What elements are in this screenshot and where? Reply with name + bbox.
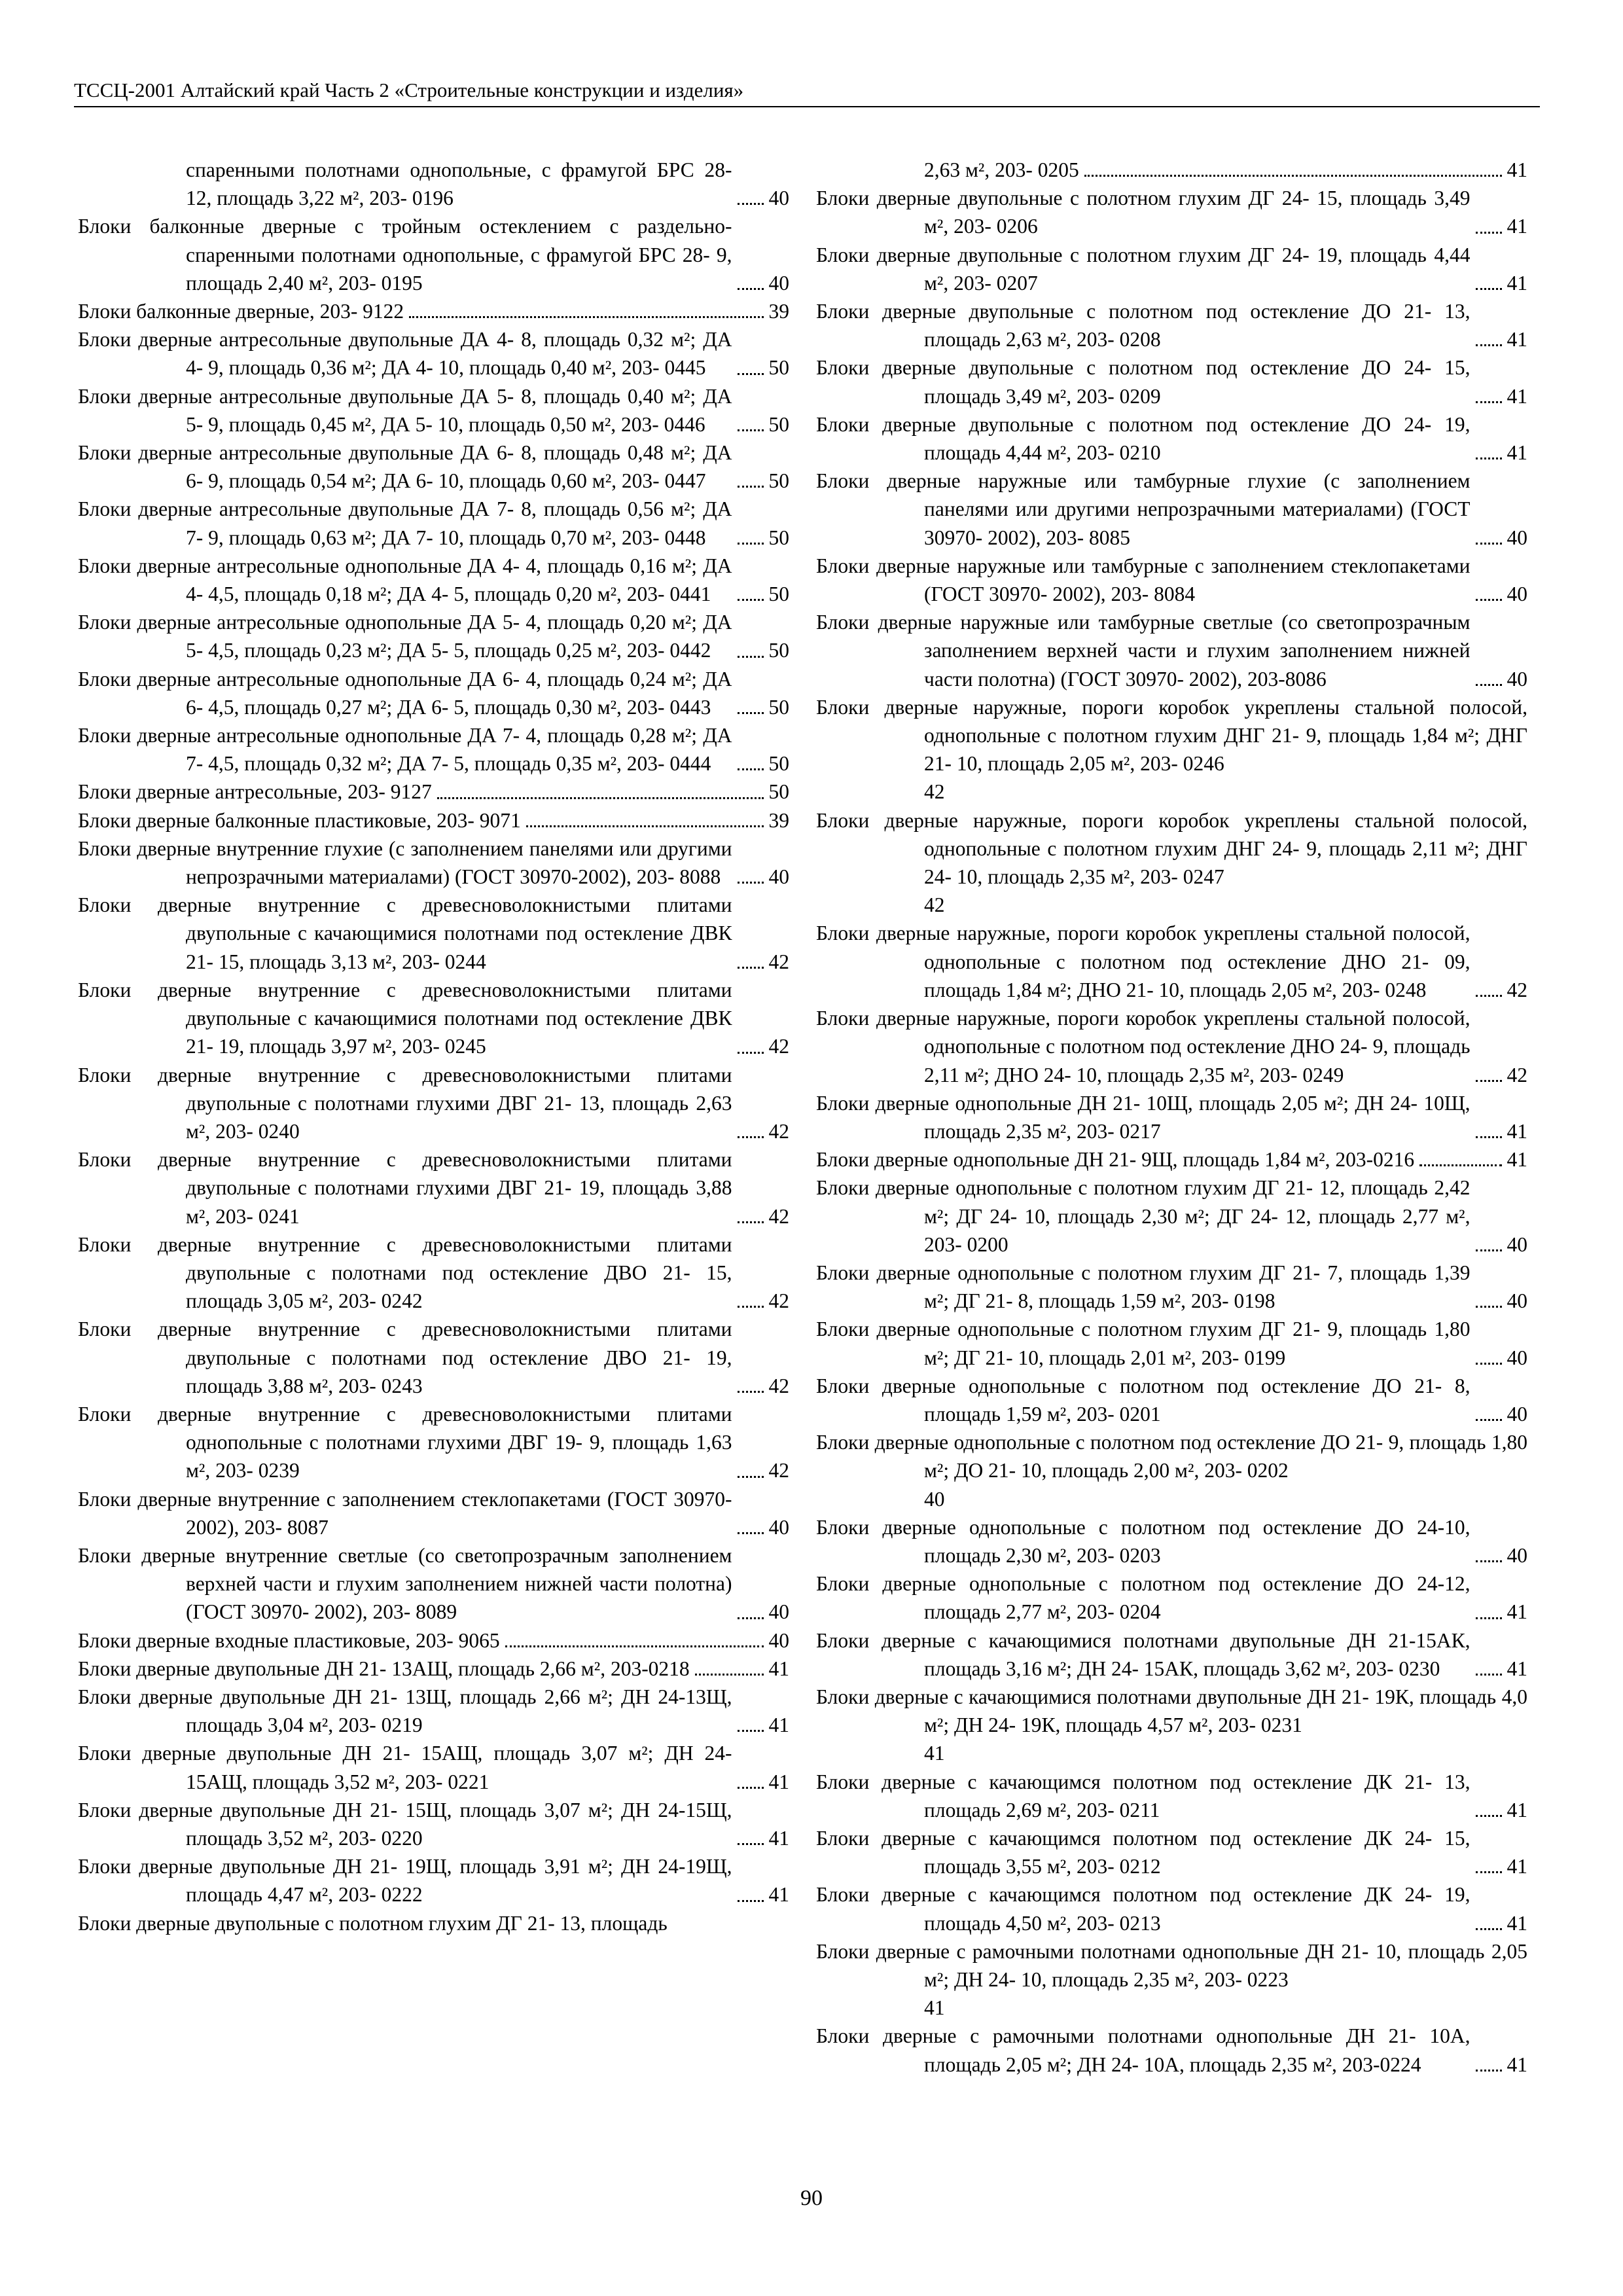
index-entry: [78, 1739, 789, 1795]
dot-leader: [738, 1900, 764, 1902]
dot-leader: [738, 486, 764, 488]
dot-leader: [738, 1391, 764, 1393]
index-entry: [816, 608, 1527, 693]
index-entry: [816, 919, 1527, 1004]
index-entry-page: 42: [924, 780, 945, 804]
dot-leader: [738, 768, 764, 770]
index-entry-page: 41: [1507, 1911, 1527, 1935]
index-entry: [78, 495, 789, 551]
index-entry: [816, 1937, 1527, 2022]
index-entry-text: Блоки дверные однопольные с полотном под остекление ДО 21- 8, площадь 1,59 м², 203- 0201: [816, 1374, 1471, 1426]
index-entry: [78, 1655, 789, 1683]
dot-leader: [1476, 1674, 1502, 1676]
dot-leader: [1476, 457, 1502, 459]
index-entry-page: 42: [768, 1035, 789, 1058]
dot-leader: [1476, 1306, 1502, 1308]
index-entry-page: 41: [768, 1657, 789, 1680]
index-entry-page: 42: [768, 1459, 789, 1482]
index-entry-page: 40: [1507, 1232, 1527, 1256]
index-entry: [816, 1683, 1527, 1768]
index-entry: [816, 467, 1527, 552]
index-entry-text: Блоки дверные наружные, пороги коробок укреплены стальной полосой, однопольные с полотном глухим ДНГ 24- 9, площадь 2,11 м²; ДНГ 24- 10, площадь 2,35 м², 203- 0247: [816, 808, 1527, 889]
index-entry-text: Блоки дверные антресольные двупольные ДА 7- 8, площадь 0,56 м²; ДА 7- 9, площадь 0,63 м²; ДА 7- 10, площадь 0,70 м², 203- 0448: [78, 497, 732, 549]
index-entry-page: 41: [1507, 1855, 1527, 1878]
index-entry-page: 39: [768, 808, 789, 832]
index-entry: [816, 297, 1527, 353]
index-entry-text: Блоки дверные однопольные с полотном под остекление ДО 24-12, площадь 2,77 м², 203- 0204: [816, 1572, 1471, 1624]
index-entry: [816, 1880, 1527, 1937]
index-entry-text: Блоки дверные двупольные с полотном глухим ДГ 24- 15, площадь 3,49 м², 203- 0206: [816, 187, 1471, 238]
dot-leader: [738, 1306, 764, 1308]
index-entry-text: Блоки дверные внутренние с древесноволокнистыми плитами двупольные с полотнами под остекление ДВО 21- 15, площадь 3,05 м², 203- 0242: [78, 1232, 732, 1313]
index-entry-text: Блоки дверные антресольные однопольные ДА 7- 4, площадь 0,28 м²; ДА 7- 4,5, площадь 0,32 м²; ДА 7- 5, площадь 0,35 м², 203- 0444: [78, 724, 732, 776]
index-entry: [78, 806, 789, 834]
index-entry-text: Блоки дверные двупольные ДН 21- 19Щ, площадь 3,91 м²; ДН 24-19Щ, площадь 4,47 м², 203- 0222: [78, 1855, 732, 1907]
dot-leader: [1476, 288, 1502, 290]
dot-leader: [1476, 232, 1502, 234]
index-entry: [78, 1230, 789, 1316]
index-entry-page: 40: [1507, 1402, 1527, 1426]
index-entry-text: 2,63 м², 203- 0205: [924, 158, 1079, 181]
index-entry: [816, 353, 1527, 410]
index-entry-page: 42: [768, 1289, 789, 1313]
index-entry-page: 41: [924, 1742, 945, 1765]
index-entry-page: 40: [1507, 667, 1527, 691]
index-entry: [78, 1683, 789, 1739]
index-entry-text: Блоки дверные внутренние с древесноволокнистыми плитами двупольные с полотнами под остекление ДВО 21- 19, площадь 3,88 м², 203- 0243: [78, 1318, 732, 1397]
index-entry-page: 41: [768, 1770, 789, 1793]
index-entry-page: 41: [1507, 1798, 1527, 1821]
index-entry-text: Блоки дверные наружные, пороги коробок укреплены стальной полосой, однопольные с полотном под остекление ДНО 24- 9, площадь 2,11 м²; ДНО 24- 10, площадь 2,35 м², 203- 0249: [816, 1007, 1471, 1086]
page-number: 90: [800, 2186, 823, 2210]
index-entry: [78, 325, 789, 382]
dot-leader: [1476, 1363, 1502, 1365]
dot-leader: [1476, 344, 1502, 346]
index-entry-page: 50: [768, 695, 789, 719]
index-entry-page: 40: [768, 187, 789, 210]
index-entry: [816, 552, 1527, 608]
dot-leader: [738, 1052, 764, 1054]
dot-leader: [738, 599, 764, 601]
index-entry-page: 40: [924, 1487, 945, 1511]
dot-leader: [738, 712, 764, 714]
index-entry-page: 42: [1507, 1063, 1527, 1086]
index-entry-page: 41: [1507, 2053, 1527, 2076]
dot-leader: [1476, 2070, 1502, 2072]
index-entry-text: Блоки дверные внутренние с заполнением стеклопакетами (ГОСТ 30970- 2002), 203- 8087: [78, 1487, 732, 1539]
index-entry: [816, 1513, 1527, 1570]
index-entry-page: 40: [768, 271, 789, 295]
index-entry-text: Блоки дверные внутренние с древесноволокнистыми плитами двупольные с качающимися полотнами под остекление ДВК 21- 15, площадь 3,13 м², 203- 0244: [78, 893, 732, 973]
dot-leader: [437, 797, 764, 799]
index-entry: [78, 1315, 789, 1400]
index-entry-text: Блоки дверные двупольные с полотном глухим ДГ 21- 13, площадь: [78, 1911, 668, 1935]
index-entry-text: Блоки дверные однопольные с полотном глухим ДГ 21- 7, площадь 1,39 м²; ДГ 21- 8, площадь 1,59 м², 203- 0198: [816, 1261, 1471, 1313]
dot-leader: [738, 656, 764, 658]
dot-leader: [409, 316, 763, 318]
index-entry-page: 41: [1507, 1657, 1527, 1680]
index-entry-page: 50: [768, 469, 789, 493]
index-entry-text: Блоки дверные внутренние с древесноволокнистыми плитами двупольные с качающимися полотнами под остекление ДВК 21- 19, площадь 3,97 м², 203- 0245: [78, 978, 732, 1058]
index-entry: [816, 410, 1527, 467]
index-entry: [78, 297, 789, 325]
index-entry-text: Блоки дверные антресольные двупольные ДА 4- 8, площадь 0,32 м²; ДА 4- 9, площадь 0,36 м²; ДА 4- 10, площадь 0,40 м², 203- 0445: [78, 328, 732, 380]
index-entry-page: 41: [1507, 1119, 1527, 1143]
index-entry: [78, 1541, 789, 1626]
index-entry: [816, 1259, 1527, 1315]
index-entry-page: 50: [768, 780, 789, 804]
dot-leader: [1476, 599, 1502, 601]
dot-leader: [738, 1730, 764, 1732]
index-entry-page: 42: [924, 893, 945, 917]
dot-leader: [1476, 995, 1502, 997]
dot-leader: [738, 1787, 764, 1789]
index-entry-text: Блоки дверные антресольные двупольные ДА 6- 8, площадь 0,48 м²; ДА 6- 9, площадь 0,54 м²; ДА 6- 10, площадь 0,60 м², 203- 0447: [78, 441, 732, 493]
index-entry-text: Блоки дверные с рамочными полотнами однопольные ДН 21- 10, площадь 2,05 м²; ДН 24- 10, площадь 2,35 м², 203- 0223: [816, 1939, 1527, 1991]
index-entry: [816, 1174, 1527, 1259]
dot-leader: [738, 1136, 764, 1138]
index-entry: [816, 156, 1527, 184]
dot-leader: [1476, 1815, 1502, 1817]
index-entry-page: 41: [768, 1713, 789, 1737]
index-entry-text: Блоки дверные однопольные ДН 21- 9Щ, площадь 1,84 м², 203-0216: [816, 1148, 1415, 1172]
index-entry: [78, 1626, 789, 1655]
index-entry-text: Блоки дверные антресольные, 203- 9127: [78, 780, 432, 804]
index-entry-page: 40: [1507, 526, 1527, 549]
index-entry-text: Блоки дверные двупольные с полотном под остекление ДО 21- 13, площадь 2,63 м², 203- 0208: [816, 300, 1471, 351]
index-entry-text: Блоки дверные с качающимся полотном под остекление ДК 24- 15, площадь 3,55 м², 203- 0212: [816, 1826, 1471, 1878]
index-entry-text: Блоки дверные двупольные ДН 21- 15Щ, площадь 3,07 м²; ДН 24-15Щ, площадь 3,52 м², 203- 0220: [78, 1798, 732, 1850]
index-entry-text: Блоки дверные однопольные ДН 21- 10Щ, площадь 2,05 м²; ДН 24- 10Щ, площадь 2,35 м², 203- 0217: [816, 1091, 1471, 1143]
index-entry-page: 41: [1507, 1600, 1527, 1624]
index-entry: [78, 1909, 789, 1937]
index-column-left: [78, 156, 789, 1937]
dot-leader: [1476, 1136, 1502, 1138]
index-entry-text: Блоки дверные наружные, пороги коробок укреплены стальной полосой, однопольные с полотном глухим ДНГ 21- 9, площадь 1,84 м²; ДНГ 21- 10, площадь 2,05 м², 203- 0246: [816, 695, 1527, 776]
index-entry: [78, 212, 789, 297]
dot-leader: [738, 1617, 764, 1619]
index-entry-text: Блоки дверные наружные, пороги коробок укреплены стальной полосой, однопольные с полотном под остекление ДНО 21- 09, площадь 1,84 м²; ДНО 21- 10, площадь 2,05 м², 203- 0248: [816, 922, 1471, 1001]
index-entry-text: Блоки дверные двупольные ДН 21- 15АЩ, площадь 3,07 м²; ДН 24- 15АЩ, площадь 3,52 м², 203- 0221: [78, 1742, 732, 1793]
index-entry-text: Блоки дверные с качающимся полотном под остекление ДК 21- 13, площадь 2,69 м², 203- 0211: [816, 1770, 1471, 1821]
dot-leader: [1476, 543, 1502, 545]
dot-leader: [738, 288, 764, 290]
index-entry-page: 50: [768, 752, 789, 776]
index-entry: [78, 891, 789, 976]
index-entry-text: Блоки дверные однопольные с полотном под остекление ДО 24-10, площадь 2,30 м², 203- 0203: [816, 1515, 1471, 1567]
index-entry-page: 40: [1507, 1543, 1527, 1567]
index-entry: [816, 1315, 1527, 1371]
dot-leader: [1476, 1928, 1502, 1930]
dot-leader: [1476, 1871, 1502, 1873]
index-entry-text: Блоки дверные антресольные однопольные ДА 6- 4, площадь 0,24 м²; ДА 6- 4,5, площадь 0,27 м²; ДА 6- 5, площадь 0,30 м², 203- 0443: [78, 667, 732, 719]
index-entry-text: Блоки дверные внутренние с древесноволокнистыми плитами двупольные с полотнами глухими ДВГ 21- 13, площадь 2,63 м², 203- 0240: [78, 1063, 732, 1143]
index-entry-text: Блоки дверные однопольные с полотном глухим ДГ 21- 9, площадь 1,80 м²; ДГ 21- 10, площадь 2,01 м², 203- 0199: [816, 1318, 1471, 1369]
index-entry-text: Блоки дверные с качающимися полотнами двупольные ДН 21-15АК, площадь 3,16 м²; ДН 24- 15АК, площадь 3,62 м², 203- 0230: [816, 1628, 1471, 1680]
index-entry-page: 42: [768, 1204, 789, 1228]
dot-leader: [1476, 684, 1502, 686]
index-entry-page: 40: [768, 1600, 789, 1624]
index-entry: [816, 1004, 1527, 1089]
index-entry-page: 50: [768, 356, 789, 380]
index-entry-page: 50: [768, 639, 789, 662]
dot-leader: [738, 1532, 764, 1534]
index-entry-page: 40: [768, 865, 789, 889]
index-entry-text: Блоки дверные наружные или тамбурные с заполнением стеклопакетами (ГОСТ 30970- 2002), 203- 8084: [816, 554, 1471, 606]
index-entry: [816, 241, 1527, 297]
index-entry-text: Блоки дверные внутренние с древесноволокнистыми плитами двупольные с полотнами глухими ДВГ 21- 19, площадь 3,88 м², 203- 0241: [78, 1148, 732, 1228]
index-entry: [816, 1768, 1527, 1824]
index-entry-page: 40: [1507, 1289, 1527, 1313]
running-header: ТССЦ-2001 Алтайский край Часть 2 «Строительные конструкции и изделия»: [74, 77, 1540, 107]
index-entry: [78, 439, 789, 495]
index-entry-text: Блоки дверные антресольные однопольные ДА 4- 4, площадь 0,16 м²; ДА 4- 4,5, площадь 0,18 м²; ДА 4- 5, площадь 0,20 м², 203- 0441: [78, 554, 732, 606]
index-entry-text: Блоки дверные двупольные с полотном глухим ДГ 24- 19, площадь 4,44 м², 203- 0207: [816, 243, 1471, 295]
index-entry: [78, 1061, 789, 1146]
index-entry: [816, 184, 1527, 240]
index-entry: [816, 1372, 1527, 1428]
index-entry-page: 41: [1507, 158, 1527, 181]
index-entry-page: 42: [768, 1374, 789, 1397]
index-entry: [816, 693, 1527, 806]
index-entry-text: Блоки дверные однопольные с полотном глухим ДГ 21- 12, площадь 2,42 м²; ДГ 24- 10, площадь 2,30 м²; ДГ 24- 12, площадь 2,77 м², 203- 0200: [816, 1176, 1471, 1256]
index-entry-page: 40: [1507, 1346, 1527, 1369]
index-entry-text: Блоки дверные внутренние с древесноволокнистыми плитами однопольные с полотнами глухими ДВГ 19- 9, площадь 1,63 м², 203- 0239: [78, 1402, 732, 1482]
dot-leader: [1476, 1080, 1502, 1082]
index-entry-text: спаренными полотнами однопольные, с фрамугой БРС 28- 12, площадь 3,22 м², 203- 0196: [186, 158, 732, 210]
dot-leader: [738, 373, 764, 375]
dot-leader: [738, 1476, 764, 1478]
index-entry-page: 41: [1507, 328, 1527, 351]
dot-leader: [695, 1674, 764, 1676]
dot-leader: [1476, 1560, 1502, 1562]
index-entry: [816, 1428, 1527, 1513]
dot-leader: [505, 1645, 764, 1647]
index-entry-text: Блоки дверные наружные или тамбурные светлые (со светопрозрачным заполнением верхней части и глухим заполнением нижней части полотна) (ГОСТ 30970- 2002), 203-8086: [816, 611, 1471, 691]
index-entry-text: Блоки дверные антресольные двупольные ДА 5- 8, площадь 0,40 м²; ДА 5- 9, площадь 0,45 м², ДА 5- 10, площадь 0,50 м², 203- 0446: [78, 384, 732, 436]
index-entry-text: Блоки дверные с качающимся полотном под остекление ДК 24- 19, площадь 4,50 м², 203- 0213: [816, 1883, 1471, 1935]
dot-leader: [1476, 1419, 1502, 1421]
index-entry-page: 42: [768, 950, 789, 973]
index-entry-text: Блоки дверные с рамочными полотнами однопольные ДН 21- 10А, площадь 2,05 м²; ДН 24- 10А, площадь 2,35 м², 203-0224: [816, 2024, 1471, 2076]
dot-leader: [738, 543, 764, 545]
index-entry-page: 50: [768, 526, 789, 549]
index-entry: [78, 1145, 789, 1230]
index-entry: [78, 552, 789, 608]
dot-leader: [1476, 401, 1502, 403]
index-column-right: [816, 156, 1527, 2079]
index-entry: [78, 1485, 789, 1541]
index-entry-text: Блоки дверные двупольные ДН 21- 13АЩ, площадь 2,66 м², 203-0218: [78, 1657, 690, 1680]
index-entry: [78, 156, 789, 212]
index-entry-page: 40: [768, 1515, 789, 1539]
index-entry: [78, 778, 789, 806]
dot-leader: [738, 882, 764, 884]
index-entry-page: 40: [1507, 583, 1527, 606]
index-entry: [816, 1570, 1527, 1626]
index-entry-page: 41: [1507, 1148, 1527, 1172]
dot-leader: [738, 203, 764, 205]
index-entry-text: Блоки дверные однопольные с полотном под остекление ДО 21- 9, площадь 1,80 м²; ДО 21- 10, площадь 2,00 м², 203- 0202: [816, 1431, 1527, 1482]
index-entry: [816, 2022, 1527, 2078]
index-entry: [816, 1089, 1527, 1145]
index-entry: [816, 806, 1527, 920]
dot-leader: [738, 1843, 764, 1845]
dot-leader: [738, 429, 764, 431]
dot-leader: [1419, 1164, 1501, 1166]
index-entry-page: 42: [1507, 978, 1527, 1001]
index-entry-text: Блоки дверные антресольные однопольные ДА 5- 4, площадь 0,20 м²; ДА 5- 4,5, площадь 0,23 м²; ДА 5- 5, площадь 0,25 м², 203- 0442: [78, 611, 732, 662]
dot-leader: [1476, 1249, 1502, 1251]
index-entry: [78, 834, 789, 891]
index-entry: [78, 382, 789, 439]
index-entry: [78, 1400, 789, 1485]
index-entry: [816, 1145, 1527, 1174]
index-entry: [816, 1824, 1527, 1880]
index-entry-page: 41: [1507, 215, 1527, 238]
index-entry-page: 41: [768, 1826, 789, 1850]
index-entry-page: 39: [768, 300, 789, 323]
index-entry: [78, 665, 789, 721]
index-entry-text: Блоки дверные балконные пластиковые, 203- 9071: [78, 808, 521, 832]
index-entry-text: Блоки дверные входные пластиковые, 203- 9065: [78, 1628, 500, 1652]
index-entry-page: 41: [1507, 271, 1527, 295]
dot-leader: [738, 967, 764, 969]
index-entry: [78, 608, 789, 664]
index-entry: [78, 721, 789, 778]
index-entry: [816, 1626, 1527, 1683]
dot-leader: [738, 1221, 764, 1223]
index-entry-text: Блоки дверные двупольные с полотном под остекление ДО 24- 19, площадь 4,44 м², 203- 0210: [816, 412, 1471, 465]
dot-leader: [526, 825, 764, 827]
index-entry-page: 50: [768, 583, 789, 606]
index-entry-text: Блоки дверные с качающимися полотнами двупольные ДН 21- 19К, площадь 4,0 м²; ДН 24- 19К, площадь 4,57 м², 203- 0231: [816, 1685, 1527, 1737]
index-entry-page: 41: [768, 1883, 789, 1907]
index-entry-page: 41: [1507, 441, 1527, 465]
index-entry-text: Блоки дверные внутренние светлые (со светопрозрачным заполнением верхней части и глухим заполнением нижней части полотна) (ГОСТ 30970- 2002), 203- 8089: [78, 1543, 732, 1624]
index-entry-page: 40: [768, 1628, 789, 1652]
dot-leader: [1084, 175, 1502, 177]
index-entry-page: 50: [768, 412, 789, 436]
index-entry-text: Блоки дверные двупольные с полотном под остекление ДО 24- 15, площадь 3,49 м², 203- 0209: [816, 356, 1471, 408]
dot-leader: [1476, 1617, 1502, 1619]
index-entry: [78, 976, 789, 1061]
index-entry-text: Блоки дверные наружные или тамбурные глухие (с заполнением панелями или другими непрозрачными материалами) (ГОСТ 30970- 2002), 203- 8085: [816, 469, 1471, 549]
index-entry: [78, 1796, 789, 1852]
index-entry-text: Блоки балконные дверные, 203- 9122: [78, 300, 404, 323]
index-entry-text: Блоки балконные дверные с тройным остеклением с раздельно-спаренными полотнами однопольные, с фрамугой БРС 28- 9, площадь 2,40 м², 203- 0195: [78, 215, 732, 295]
index-entry-page: 41: [924, 1996, 945, 2020]
index-entry-page: 41: [1507, 384, 1527, 408]
index-entry-text: Блоки дверные внутренние глухие (с заполнением панелями или другими непрозрачными материалами) (ГОСТ 30970-2002), 203- 8088: [78, 836, 732, 889]
index-entry: [78, 1852, 789, 1909]
index-entry-text: Блоки дверные двупольные ДН 21- 13Щ, площадь 2,66 м²; ДН 24-13Щ, площадь 3,04 м², 203- 0219: [78, 1685, 732, 1737]
index-entry-page: 42: [768, 1119, 789, 1143]
